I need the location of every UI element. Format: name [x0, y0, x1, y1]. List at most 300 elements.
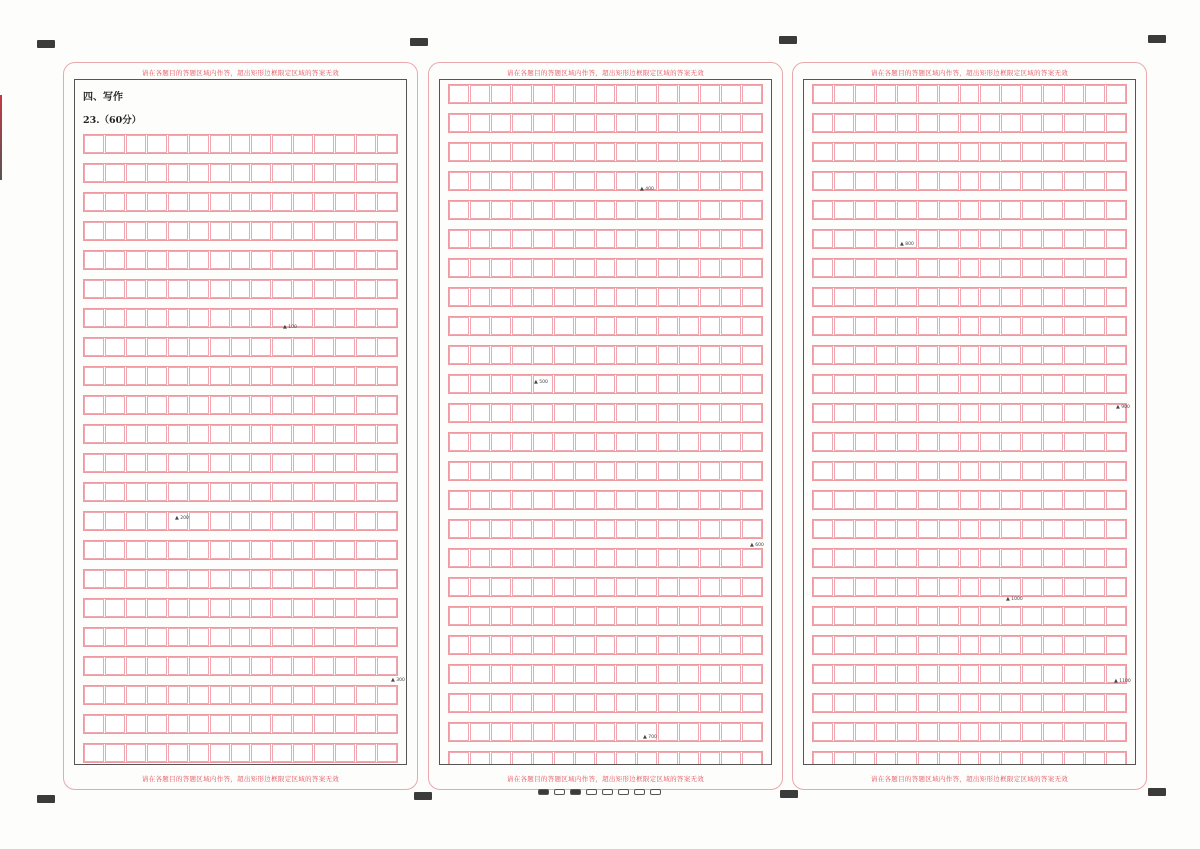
grid-cell[interactable]	[855, 694, 875, 712]
grid-cell[interactable]	[721, 404, 741, 422]
grid-cell[interactable]	[575, 172, 595, 190]
grid-cell[interactable]	[126, 164, 146, 182]
grid-cell[interactable]	[855, 201, 875, 219]
grid-cell[interactable]	[575, 520, 595, 538]
grid-cell[interactable]	[168, 425, 188, 443]
grid-cell[interactable]	[742, 230, 762, 248]
grid-cell[interactable]	[939, 114, 959, 132]
grid-cell[interactable]	[980, 752, 1000, 765]
grid-cell[interactable]	[575, 433, 595, 451]
grid-cell[interactable]	[980, 288, 1000, 306]
grid-row[interactable]	[83, 192, 398, 212]
grid-cell[interactable]	[679, 578, 699, 596]
grid-cell[interactable]	[700, 143, 720, 161]
grid-cell[interactable]	[1106, 259, 1126, 277]
grid-cell[interactable]	[533, 404, 553, 422]
grid-cell[interactable]	[679, 433, 699, 451]
grid-cell[interactable]	[616, 404, 636, 422]
grid-cell[interactable]	[231, 367, 251, 385]
grid-row[interactable]	[83, 279, 398, 299]
grid-cell[interactable]	[700, 404, 720, 422]
grid-cell[interactable]	[314, 164, 334, 182]
grid-cell[interactable]	[377, 599, 397, 617]
grid-cell[interactable]	[658, 723, 678, 741]
grid-cell[interactable]	[512, 694, 532, 712]
grid-cell[interactable]	[335, 570, 355, 588]
grid-cell[interactable]	[897, 346, 917, 364]
grid-cell[interactable]	[679, 375, 699, 393]
grid-cell[interactable]	[147, 715, 167, 733]
grid-cell[interactable]	[356, 396, 376, 414]
grid-cell[interactable]	[147, 599, 167, 617]
grid-cell[interactable]	[272, 280, 292, 298]
grid-cell[interactable]	[960, 520, 980, 538]
grid-row[interactable]	[812, 519, 1127, 539]
grid-cell[interactable]	[1085, 404, 1105, 422]
grid-cell[interactable]	[855, 636, 875, 654]
grid-cell[interactable]	[470, 607, 490, 625]
grid-cell[interactable]	[1064, 404, 1084, 422]
grid-cell[interactable]	[939, 752, 959, 765]
grid-cell[interactable]	[272, 425, 292, 443]
grid-cell[interactable]	[377, 222, 397, 240]
grid-cell[interactable]	[616, 114, 636, 132]
grid-cell[interactable]	[314, 570, 334, 588]
grid-cell[interactable]	[1085, 201, 1105, 219]
grid-cell[interactable]	[210, 570, 230, 588]
grid-cell[interactable]	[231, 222, 251, 240]
grid-cell[interactable]	[637, 114, 657, 132]
grid-cell[interactable]	[1085, 520, 1105, 538]
grid-cell[interactable]	[637, 462, 657, 480]
grid-cell[interactable]	[980, 607, 1000, 625]
grid-cell[interactable]	[168, 628, 188, 646]
grid-cell[interactable]	[272, 686, 292, 704]
grid-cell[interactable]	[813, 230, 833, 248]
grid-row[interactable]	[83, 511, 398, 531]
grid-cell[interactable]	[1085, 114, 1105, 132]
grid-cell[interactable]	[470, 491, 490, 509]
grid-cell[interactable]	[700, 375, 720, 393]
grid-cell[interactable]	[1001, 491, 1021, 509]
grid-cell[interactable]	[980, 433, 1000, 451]
grid-cell[interactable]	[126, 280, 146, 298]
grid-cell[interactable]	[658, 752, 678, 765]
grid-cell[interactable]	[491, 317, 511, 335]
grid-cell[interactable]	[616, 491, 636, 509]
grid-cell[interactable]	[658, 665, 678, 683]
grid-cell[interactable]	[1106, 462, 1126, 480]
grid-cell[interactable]	[231, 657, 251, 675]
grid-cell[interactable]	[335, 715, 355, 733]
grid-cell[interactable]	[491, 607, 511, 625]
grid-cell[interactable]	[1043, 172, 1063, 190]
grid-cell[interactable]	[679, 694, 699, 712]
grid-cell[interactable]	[637, 549, 657, 567]
grid-cell[interactable]	[897, 172, 917, 190]
grid-cell[interactable]	[554, 288, 574, 306]
grid-cell[interactable]	[679, 404, 699, 422]
grid-cell[interactable]	[314, 193, 334, 211]
grid-cell[interactable]	[147, 744, 167, 762]
grid-cell[interactable]	[834, 201, 854, 219]
grid-cell[interactable]	[251, 628, 271, 646]
grid-row[interactable]	[812, 490, 1127, 510]
grid-row[interactable]	[83, 134, 398, 154]
grid-cell[interactable]	[210, 744, 230, 762]
grid-cell[interactable]	[314, 309, 334, 327]
grid-cell[interactable]	[679, 172, 699, 190]
grid-cell[interactable]	[126, 512, 146, 530]
grid-cell[interactable]	[1022, 433, 1042, 451]
grid-cell[interactable]	[470, 114, 490, 132]
grid-cell[interactable]	[721, 317, 741, 335]
grid-cell[interactable]	[293, 657, 313, 675]
grid-cell[interactable]	[834, 143, 854, 161]
grid-cell[interactable]	[147, 570, 167, 588]
grid-cell[interactable]	[449, 375, 469, 393]
grid-cell[interactable]	[1022, 694, 1042, 712]
grid-cell[interactable]	[314, 367, 334, 385]
grid-cell[interactable]	[742, 607, 762, 625]
grid-cell[interactable]	[377, 280, 397, 298]
grid-cell[interactable]	[335, 222, 355, 240]
grid-cell[interactable]	[918, 578, 938, 596]
grid-cell[interactable]	[1064, 201, 1084, 219]
grid-cell[interactable]	[168, 541, 188, 559]
grid-cell[interactable]	[918, 433, 938, 451]
grid-cell[interactable]	[1001, 607, 1021, 625]
grid-cell[interactable]	[272, 454, 292, 472]
grid-cell[interactable]	[293, 280, 313, 298]
grid-cell[interactable]	[449, 404, 469, 422]
grid-cell[interactable]	[1001, 375, 1021, 393]
grid-row[interactable]	[448, 490, 763, 510]
grid-cell[interactable]	[512, 404, 532, 422]
grid-cell[interactable]	[575, 578, 595, 596]
grid-cell[interactable]	[960, 607, 980, 625]
grid-cell[interactable]	[1022, 549, 1042, 567]
grid-cell[interactable]	[231, 512, 251, 530]
grid-cell[interactable]	[813, 636, 833, 654]
grid-cell[interactable]	[356, 541, 376, 559]
grid-cell[interactable]	[512, 752, 532, 765]
grid-cell[interactable]	[210, 222, 230, 240]
grid-cell[interactable]	[855, 85, 875, 103]
grid-cell[interactable]	[1064, 462, 1084, 480]
grid-cell[interactable]	[293, 570, 313, 588]
grid-cell[interactable]	[210, 628, 230, 646]
grid-cell[interactable]	[554, 723, 574, 741]
grid-cell[interactable]	[105, 715, 125, 733]
grid-cell[interactable]	[658, 317, 678, 335]
grid-cell[interactable]	[1001, 143, 1021, 161]
grid-cell[interactable]	[377, 193, 397, 211]
grid-cell[interactable]	[272, 541, 292, 559]
grid-cell[interactable]	[1064, 172, 1084, 190]
grid-cell[interactable]	[251, 193, 271, 211]
grid-cell[interactable]	[272, 483, 292, 501]
grid-cell[interactable]	[147, 396, 167, 414]
grid-cell[interactable]	[335, 135, 355, 153]
grid-cell[interactable]	[1043, 607, 1063, 625]
grid-cell[interactable]	[1001, 114, 1021, 132]
grid-cell[interactable]	[168, 193, 188, 211]
grid-cell[interactable]	[189, 309, 209, 327]
grid-cell[interactable]	[1043, 114, 1063, 132]
grid-cell[interactable]	[700, 201, 720, 219]
grid-cell[interactable]	[105, 193, 125, 211]
grid-cell[interactable]	[1022, 491, 1042, 509]
grid-cell[interactable]	[813, 520, 833, 538]
grid-row[interactable]	[448, 751, 763, 765]
grid-cell[interactable]	[1022, 288, 1042, 306]
grid-cell[interactable]	[813, 201, 833, 219]
grid-cell[interactable]	[470, 404, 490, 422]
grid-row[interactable]	[83, 453, 398, 473]
grid-cell[interactable]	[147, 512, 167, 530]
grid-cell[interactable]	[251, 744, 271, 762]
grid-cell[interactable]	[168, 367, 188, 385]
grid-row[interactable]	[448, 606, 763, 626]
grid-cell[interactable]	[575, 694, 595, 712]
grid-cell[interactable]	[84, 251, 104, 269]
grid-cell[interactable]	[1064, 143, 1084, 161]
grid-cell[interactable]	[813, 172, 833, 190]
grid-cell[interactable]	[876, 85, 896, 103]
grid-row[interactable]	[812, 432, 1127, 452]
grid-cell[interactable]	[679, 85, 699, 103]
grid-cell[interactable]	[533, 288, 553, 306]
grid-cell[interactable]	[575, 549, 595, 567]
grid-row[interactable]	[448, 519, 763, 539]
grid-cell[interactable]	[721, 694, 741, 712]
grid-cell[interactable]	[554, 520, 574, 538]
grid-cell[interactable]	[1043, 85, 1063, 103]
grid-cell[interactable]	[1106, 578, 1126, 596]
grid-cell[interactable]	[335, 483, 355, 501]
grid-cell[interactable]	[855, 317, 875, 335]
grid-cell[interactable]	[1085, 375, 1105, 393]
grid-cell[interactable]	[470, 143, 490, 161]
grid-cell[interactable]	[533, 462, 553, 480]
grid-cell[interactable]	[575, 230, 595, 248]
grid-cell[interactable]	[356, 164, 376, 182]
grid-cell[interactable]	[1064, 346, 1084, 364]
grid-cell[interactable]	[897, 114, 917, 132]
grid-cell[interactable]	[251, 222, 271, 240]
grid-cell[interactable]	[980, 114, 1000, 132]
grid-cell[interactable]	[449, 607, 469, 625]
grid-cell[interactable]	[231, 541, 251, 559]
grid-cell[interactable]	[470, 433, 490, 451]
grid-cell[interactable]	[742, 404, 762, 422]
grid-cell[interactable]	[980, 723, 1000, 741]
grid-cell[interactable]	[721, 114, 741, 132]
grid-cell[interactable]	[1064, 288, 1084, 306]
grid-cell[interactable]	[616, 636, 636, 654]
grid-cell[interactable]	[356, 367, 376, 385]
grid-cell[interactable]	[616, 85, 636, 103]
grid-cell[interactable]	[918, 491, 938, 509]
grid-cell[interactable]	[960, 143, 980, 161]
grid-row[interactable]	[812, 200, 1127, 220]
grid-cell[interactable]	[855, 491, 875, 509]
grid-cell[interactable]	[356, 512, 376, 530]
grid-cell[interactable]	[637, 85, 657, 103]
grid-cell[interactable]	[293, 164, 313, 182]
grid-cell[interactable]	[126, 222, 146, 240]
grid-cell[interactable]	[1085, 723, 1105, 741]
grid-cell[interactable]	[575, 114, 595, 132]
grid-cell[interactable]	[813, 723, 833, 741]
grid-cell[interactable]	[575, 723, 595, 741]
grid-cell[interactable]	[1064, 491, 1084, 509]
grid-cell[interactable]	[855, 578, 875, 596]
grid-cell[interactable]	[742, 665, 762, 683]
grid-cell[interactable]	[168, 280, 188, 298]
grid-cell[interactable]	[960, 230, 980, 248]
grid-cell[interactable]	[658, 288, 678, 306]
grid-cell[interactable]	[700, 549, 720, 567]
grid-row[interactable]	[812, 113, 1127, 133]
grid-row[interactable]	[448, 548, 763, 568]
grid-cell[interactable]	[1085, 578, 1105, 596]
grid-cell[interactable]	[377, 425, 397, 443]
grid-cell[interactable]	[855, 288, 875, 306]
grid-cell[interactable]	[251, 512, 271, 530]
grid-cell[interactable]	[1043, 578, 1063, 596]
grid-row[interactable]	[812, 722, 1127, 742]
grid-cell[interactable]	[1106, 549, 1126, 567]
grid-cell[interactable]	[918, 723, 938, 741]
grid-cell[interactable]	[554, 259, 574, 277]
grid-cell[interactable]	[168, 657, 188, 675]
grid-cell[interactable]	[855, 143, 875, 161]
grid-cell[interactable]	[1085, 491, 1105, 509]
grid-cell[interactable]	[1064, 549, 1084, 567]
grid-cell[interactable]	[939, 549, 959, 567]
grid-cell[interactable]	[1001, 462, 1021, 480]
grid-cell[interactable]	[960, 288, 980, 306]
grid-cell[interactable]	[356, 744, 376, 762]
grid-cell[interactable]	[491, 230, 511, 248]
grid-cell[interactable]	[1043, 520, 1063, 538]
grid-cell[interactable]	[721, 752, 741, 765]
grid-cell[interactable]	[1001, 288, 1021, 306]
grid-cell[interactable]	[813, 433, 833, 451]
grid-cell[interactable]	[1022, 172, 1042, 190]
grid-cell[interactable]	[637, 259, 657, 277]
grid-cell[interactable]	[293, 715, 313, 733]
grid-cell[interactable]	[1085, 549, 1105, 567]
grid-cell[interactable]	[377, 541, 397, 559]
grid-cell[interactable]	[356, 599, 376, 617]
grid-cell[interactable]	[897, 694, 917, 712]
grid-cell[interactable]	[554, 752, 574, 765]
grid-cell[interactable]	[700, 433, 720, 451]
grid-cell[interactable]	[1085, 230, 1105, 248]
grid-cell[interactable]	[251, 251, 271, 269]
grid-cell[interactable]	[251, 367, 271, 385]
grid-cell[interactable]	[1001, 520, 1021, 538]
grid-cell[interactable]	[742, 752, 762, 765]
grid-cell[interactable]	[960, 578, 980, 596]
grid-cell[interactable]	[533, 665, 553, 683]
grid-cell[interactable]	[470, 375, 490, 393]
grid-cell[interactable]	[1064, 694, 1084, 712]
grid-row[interactable]	[812, 374, 1127, 394]
grid-cell[interactable]	[700, 259, 720, 277]
grid-row[interactable]	[83, 685, 398, 705]
grid-cell[interactable]	[960, 201, 980, 219]
grid-cell[interactable]	[293, 425, 313, 443]
grid-row[interactable]	[812, 84, 1127, 104]
grid-cell[interactable]	[210, 541, 230, 559]
grid-cell[interactable]	[637, 288, 657, 306]
grid-cell[interactable]	[876, 288, 896, 306]
grid-cell[interactable]	[512, 578, 532, 596]
grid-cell[interactable]	[980, 375, 1000, 393]
grid-cell[interactable]	[470, 346, 490, 364]
grid-cell[interactable]	[251, 135, 271, 153]
grid-row[interactable]	[83, 395, 398, 415]
grid-cell[interactable]	[512, 288, 532, 306]
grid-cell[interactable]	[84, 367, 104, 385]
grid-cell[interactable]	[491, 433, 511, 451]
grid-row[interactable]	[83, 627, 398, 647]
grid-cell[interactable]	[980, 172, 1000, 190]
grid-cell[interactable]	[679, 317, 699, 335]
grid-cell[interactable]	[679, 462, 699, 480]
grid-cell[interactable]	[84, 425, 104, 443]
grid-cell[interactable]	[834, 549, 854, 567]
grid-cell[interactable]	[700, 665, 720, 683]
grid-cell[interactable]	[700, 752, 720, 765]
grid-cell[interactable]	[105, 541, 125, 559]
grid-cell[interactable]	[231, 454, 251, 472]
grid-cell[interactable]	[272, 628, 292, 646]
grid-cell[interactable]	[960, 491, 980, 509]
grid-cell[interactable]	[210, 715, 230, 733]
grid-cell[interactable]	[293, 222, 313, 240]
grid-row[interactable]	[83, 598, 398, 618]
grid-cell[interactable]	[335, 657, 355, 675]
grid-cell[interactable]	[876, 259, 896, 277]
grid-cell[interactable]	[813, 665, 833, 683]
grid-cell[interactable]	[554, 317, 574, 335]
grid-cell[interactable]	[918, 114, 938, 132]
grid-cell[interactable]	[105, 744, 125, 762]
grid-cell[interactable]	[897, 375, 917, 393]
grid-cell[interactable]	[939, 143, 959, 161]
grid-cell[interactable]	[470, 578, 490, 596]
grid-cell[interactable]	[855, 404, 875, 422]
grid-cell[interactable]	[147, 686, 167, 704]
grid-cell[interactable]	[189, 193, 209, 211]
grid-cell[interactable]	[721, 172, 741, 190]
grid-cell[interactable]	[596, 491, 616, 509]
grid-cell[interactable]	[533, 520, 553, 538]
grid-cell[interactable]	[189, 367, 209, 385]
grid-cell[interactable]	[314, 338, 334, 356]
grid-cell[interactable]	[855, 607, 875, 625]
grid-cell[interactable]	[314, 599, 334, 617]
grid-cell[interactable]	[813, 752, 833, 765]
grid-cell[interactable]	[554, 230, 574, 248]
grid-cell[interactable]	[449, 752, 469, 765]
grid-cell[interactable]	[84, 744, 104, 762]
